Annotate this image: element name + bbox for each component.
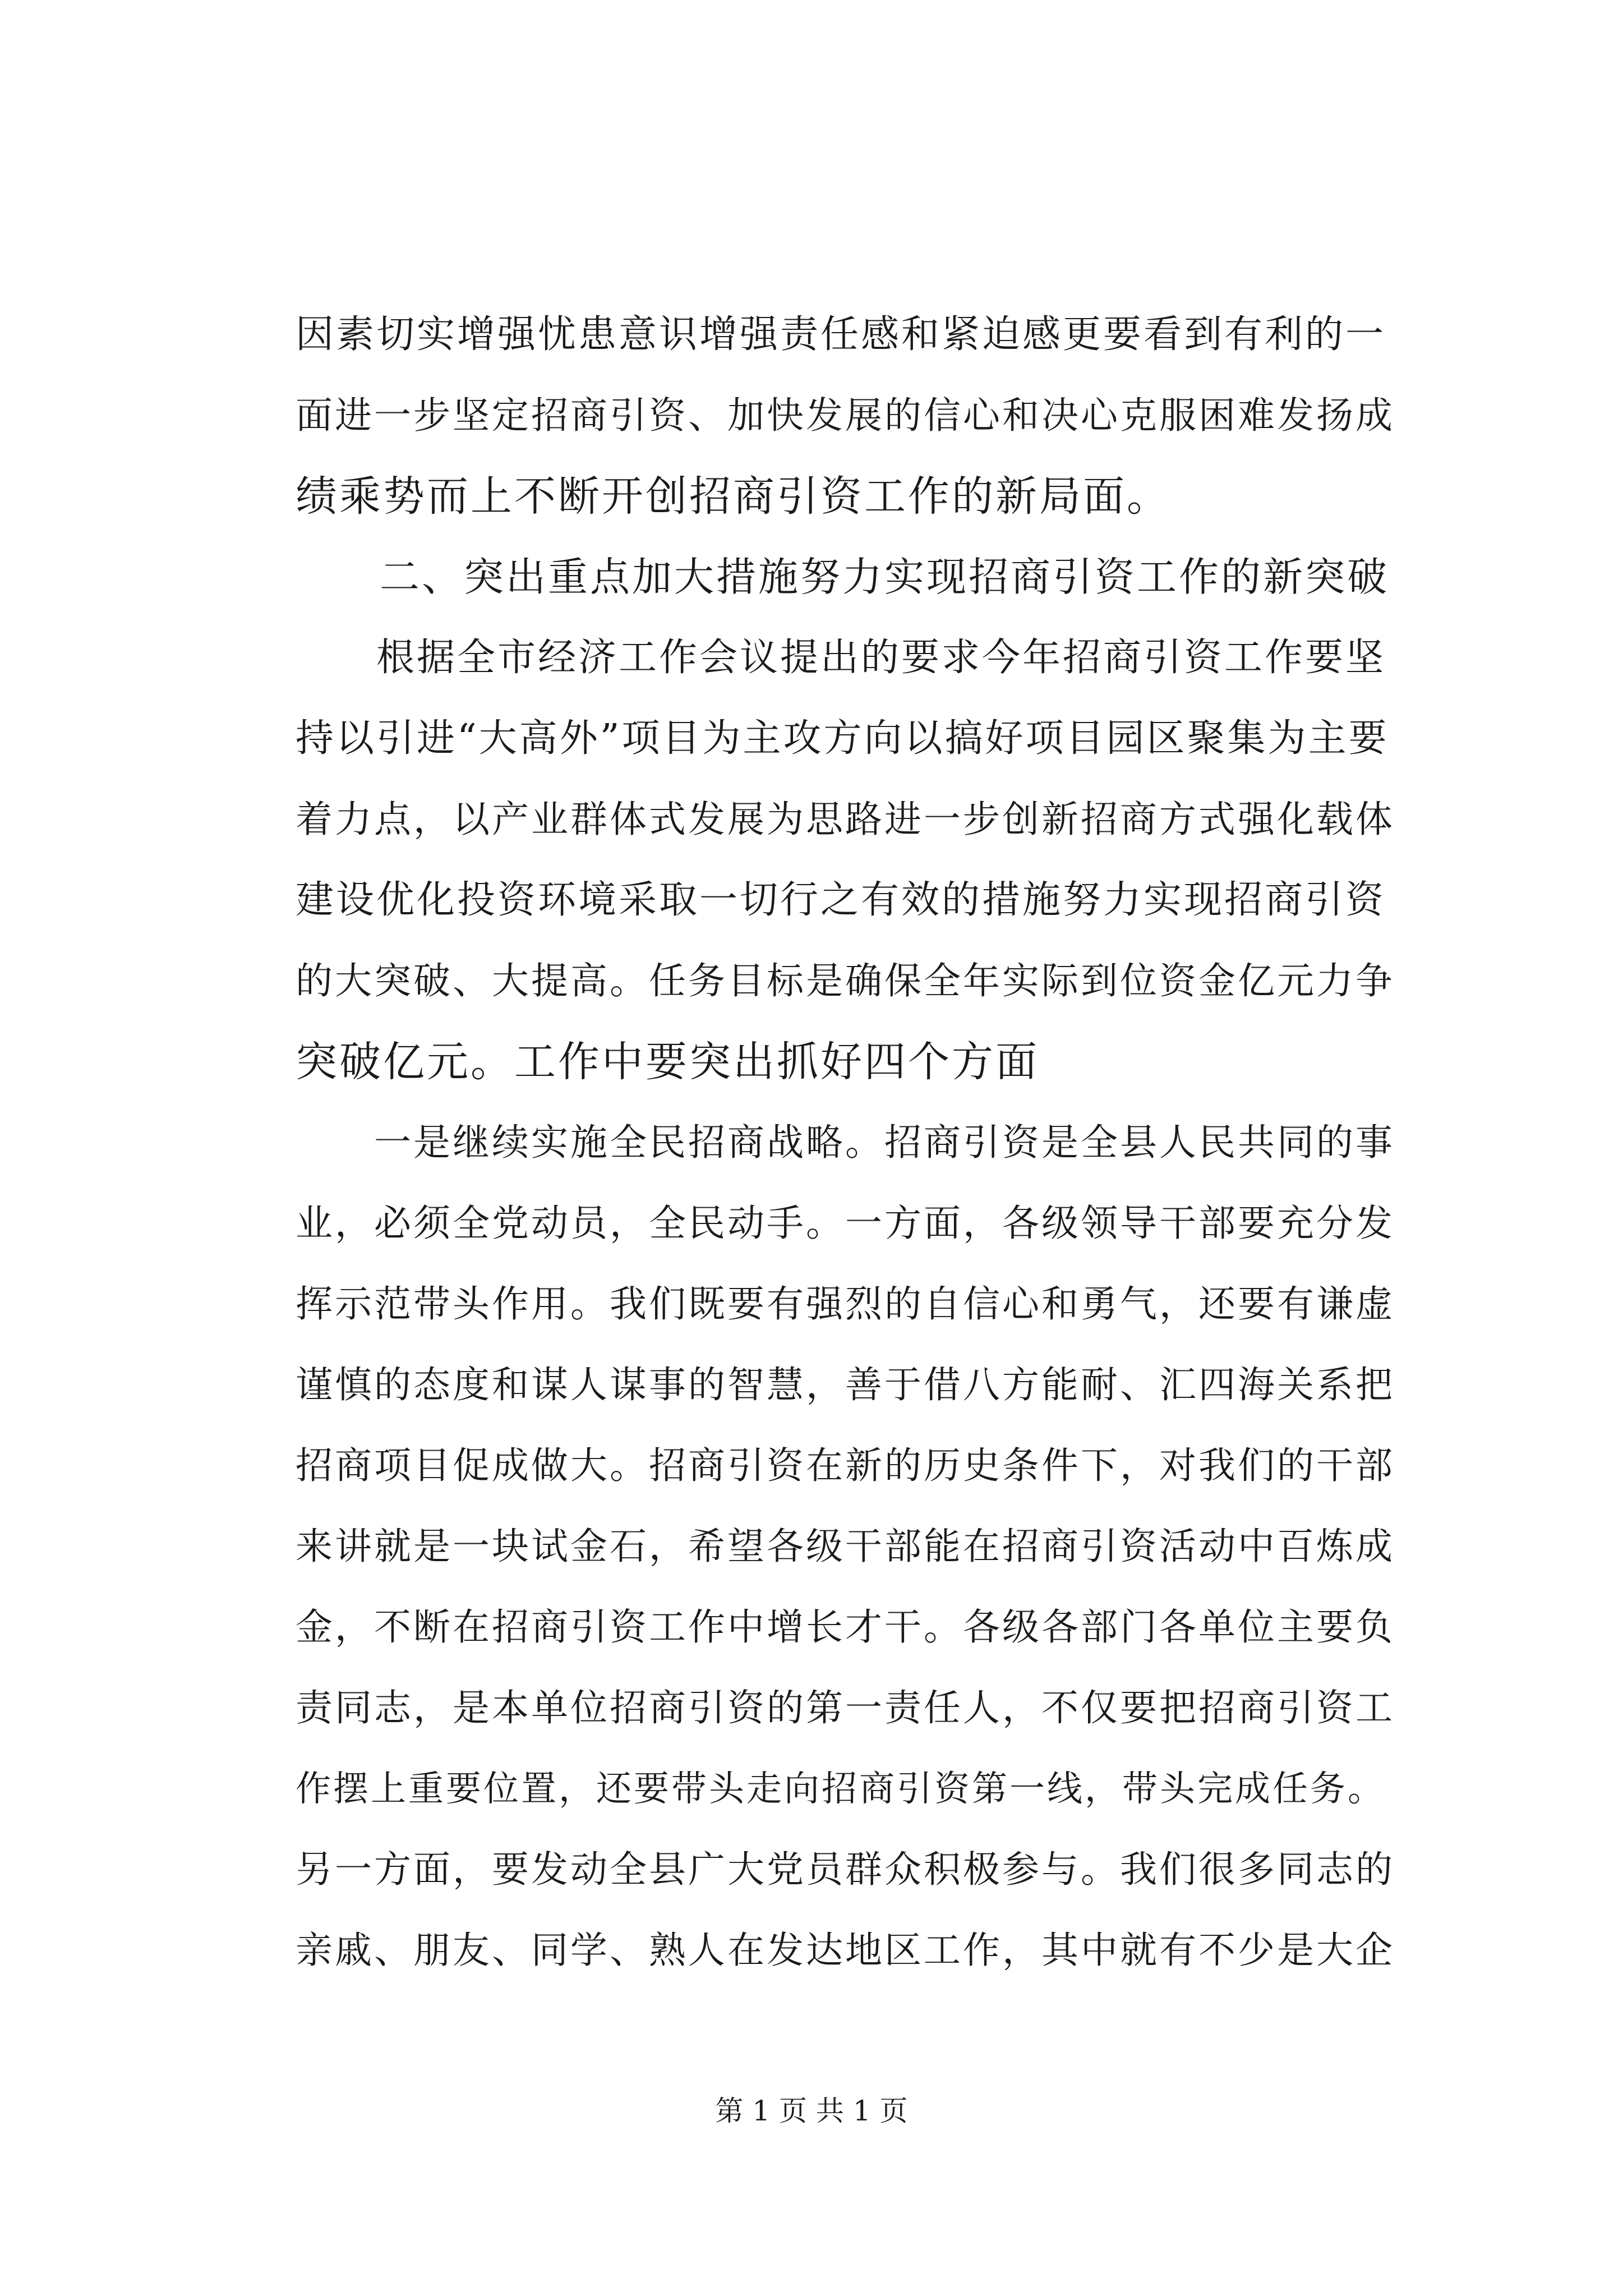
- body-line: 建设优化投资环境采取一切行之有效的措施努力实现招商引资: [296, 878, 1386, 922]
- body-line: 持以引进“大高外”项目为主攻方向以搞好项目园区聚集为主要: [296, 716, 1389, 761]
- body-line: 招商项目促成做大。招商引资在新的历史条件下，对我们的干部: [296, 1444, 1395, 1487]
- body-line: 谨慎的态度和谋人谋事的智慧，善于借八方能耐、汇四海关系把: [296, 1363, 1395, 1406]
- body-line: 作摆上重要位置，还要带头走向招商引资第一线，带头完成任务。: [296, 1768, 1385, 1809]
- section-heading: 二、突出重点加大措施努力实现招商引资工作的新突破: [296, 554, 1390, 600]
- body-line: 绩乘势而上不断开创招商引资工作的新局面。: [296, 472, 1170, 521]
- body-line: 根据全市经济工作会议提出的要求今年招商引资工作要坚: [296, 636, 1386, 680]
- body-line: 面进一步坚定招商引资、加快发展的信心和决心克服困难发扬成: [296, 394, 1395, 437]
- body-line: 亲戚、朋友、同学、熟人在发达地区工作，其中就有不少是大企: [296, 1929, 1395, 1972]
- body-line: 着力点，以产业群体式发展为思路进一步创新招商方式强化载体: [296, 798, 1395, 841]
- body-line: 一是继续实施全民招商战略。招商引资是全县人民共同的事: [296, 1121, 1395, 1164]
- body-line: 的大突破、大提高。任务目标是确保全年实际到位资金亿元力争: [296, 959, 1395, 1002]
- body-line: 金，不断在招商引资工作中增长才干。各级各部门各单位主要负: [296, 1605, 1395, 1649]
- page-footer: 第 1 页 共 1 页: [715, 2095, 908, 2127]
- body-line: 业，必须全党动员，全民动手。一方面，各级领导干部要充分发: [296, 1202, 1395, 1245]
- document-body: [296, 295, 1395, 1991]
- body-line: 来讲就是一块试金石，希望各级干部能在招商引资活动中百炼成: [296, 1525, 1395, 1568]
- body-line: 挥示范带头作用。我们既要有强烈的自信心和勇气，还要有谦虚: [296, 1282, 1395, 1326]
- body-line: 因素切实增强忧患意识增强责任感和紧迫感更要看到有利的一: [296, 312, 1386, 357]
- body-line: 突破亿元。工作中要突出抓好四个方面: [296, 1038, 1039, 1086]
- body-line: 另一方面，要发动全县广大党员群众积极参与。我们很多同志的: [296, 1848, 1395, 1891]
- body-line: 责同志，是本单位招商引资的第一责任人，不仅要把招商引资工: [296, 1686, 1395, 1729]
